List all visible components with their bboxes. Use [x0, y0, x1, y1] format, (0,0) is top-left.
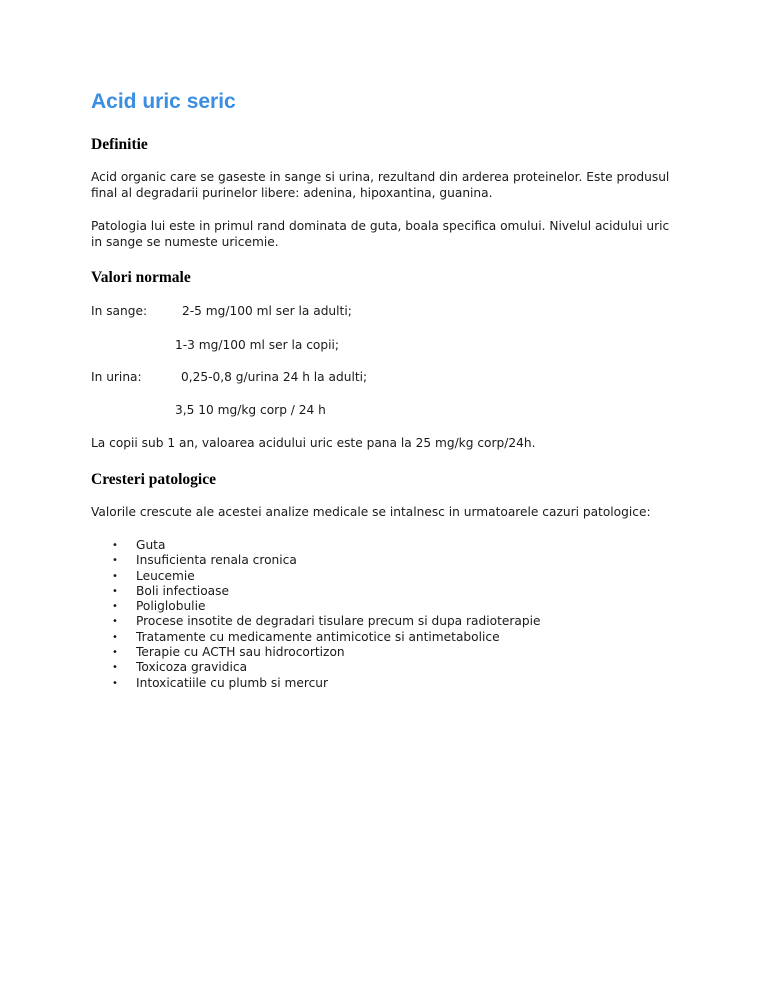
urina-label: In urina: — [91, 370, 142, 384]
list-item-text: Leucemie — [136, 568, 195, 583]
list-item — [91, 676, 540, 691]
definitie-paragraph-1: Acid organic care se gaseste in sange si urina, rezultand din arderea proteinelor. Este produsul final al degradarii purinelor libere: adenina, hipoxantina, guanina. — [91, 170, 670, 200]
bullet-icon: • — [112, 585, 118, 597]
list-item — [91, 599, 540, 614]
list-item-text: Poliglobulie — [136, 599, 206, 614]
list-item-text: Terapie cu ACTH sau hidrocortizon — [136, 645, 345, 660]
sange-adulti-value: 2-5 mg/100 ml ser la adulti; — [182, 304, 352, 318]
list-item — [91, 645, 540, 660]
list-item — [91, 614, 540, 629]
sange-label: In sange: — [91, 304, 148, 318]
list-item — [91, 584, 540, 599]
list-item-text: Guta — [136, 538, 166, 552]
bullet-icon: • — [112, 540, 118, 551]
list-item — [91, 538, 540, 553]
bullet-icon: • — [112, 601, 118, 613]
list-item-text: Toxicoza gravidica — [136, 660, 248, 675]
list-item-text: Tratamente cu medicamente antimicotice si antimetabolice — [136, 629, 500, 644]
list-item-text: Intoxicatiile cu plumb si mercur — [136, 675, 329, 690]
page-title: Acid uric seric — [91, 90, 236, 113]
cresteri-list — [91, 538, 540, 691]
list-item-text: Boli infectioase — [136, 583, 230, 598]
list-item — [91, 630, 540, 645]
bullet-icon: • — [112, 677, 118, 689]
bullet-icon: • — [112, 647, 118, 659]
urina-copii-value: 3,5 10 mg/kg corp / 24 h — [175, 403, 326, 417]
urina-adulti-value: 0,25-0,8 g/urina 24 h la adulti; — [181, 370, 368, 384]
list-item — [91, 660, 540, 675]
bullet-icon: • — [112, 616, 118, 628]
bullet-icon: • — [112, 631, 118, 643]
list-item-text: Insuficienta renala cronica — [136, 553, 297, 568]
cresteri-intro: Valorile crescute ale acestei analize medicale se intalnesc in urmatoarele cazuri patologice: — [91, 505, 651, 519]
list-item — [91, 553, 540, 568]
section-heading-valori-normale: Valori normale — [91, 269, 191, 286]
definitie-paragraph-2: Patologia lui este in primul rand dominata de guta, boala specifica omului. Nivelul acidului uric in sange se numeste uricemie. — [91, 219, 670, 249]
valori-note: La copii sub 1 an, valoarea acidului uric este pana la 25 mg/kg corp/24h. — [91, 436, 536, 450]
section-heading-cresteri-patologice: Cresteri patologice — [91, 471, 216, 488]
bullet-icon: • — [112, 570, 118, 582]
bullet-icon: • — [112, 662, 118, 674]
sange-copii-value: 1-3 mg/100 ml ser la copii; — [175, 338, 339, 352]
section-heading-definitie: Definitie — [91, 136, 148, 153]
list-item — [91, 569, 540, 584]
bullet-icon: • — [112, 555, 118, 567]
list-item-text: Procese insotite de degradari tisulare precum si dupa radioterapie — [136, 614, 541, 629]
